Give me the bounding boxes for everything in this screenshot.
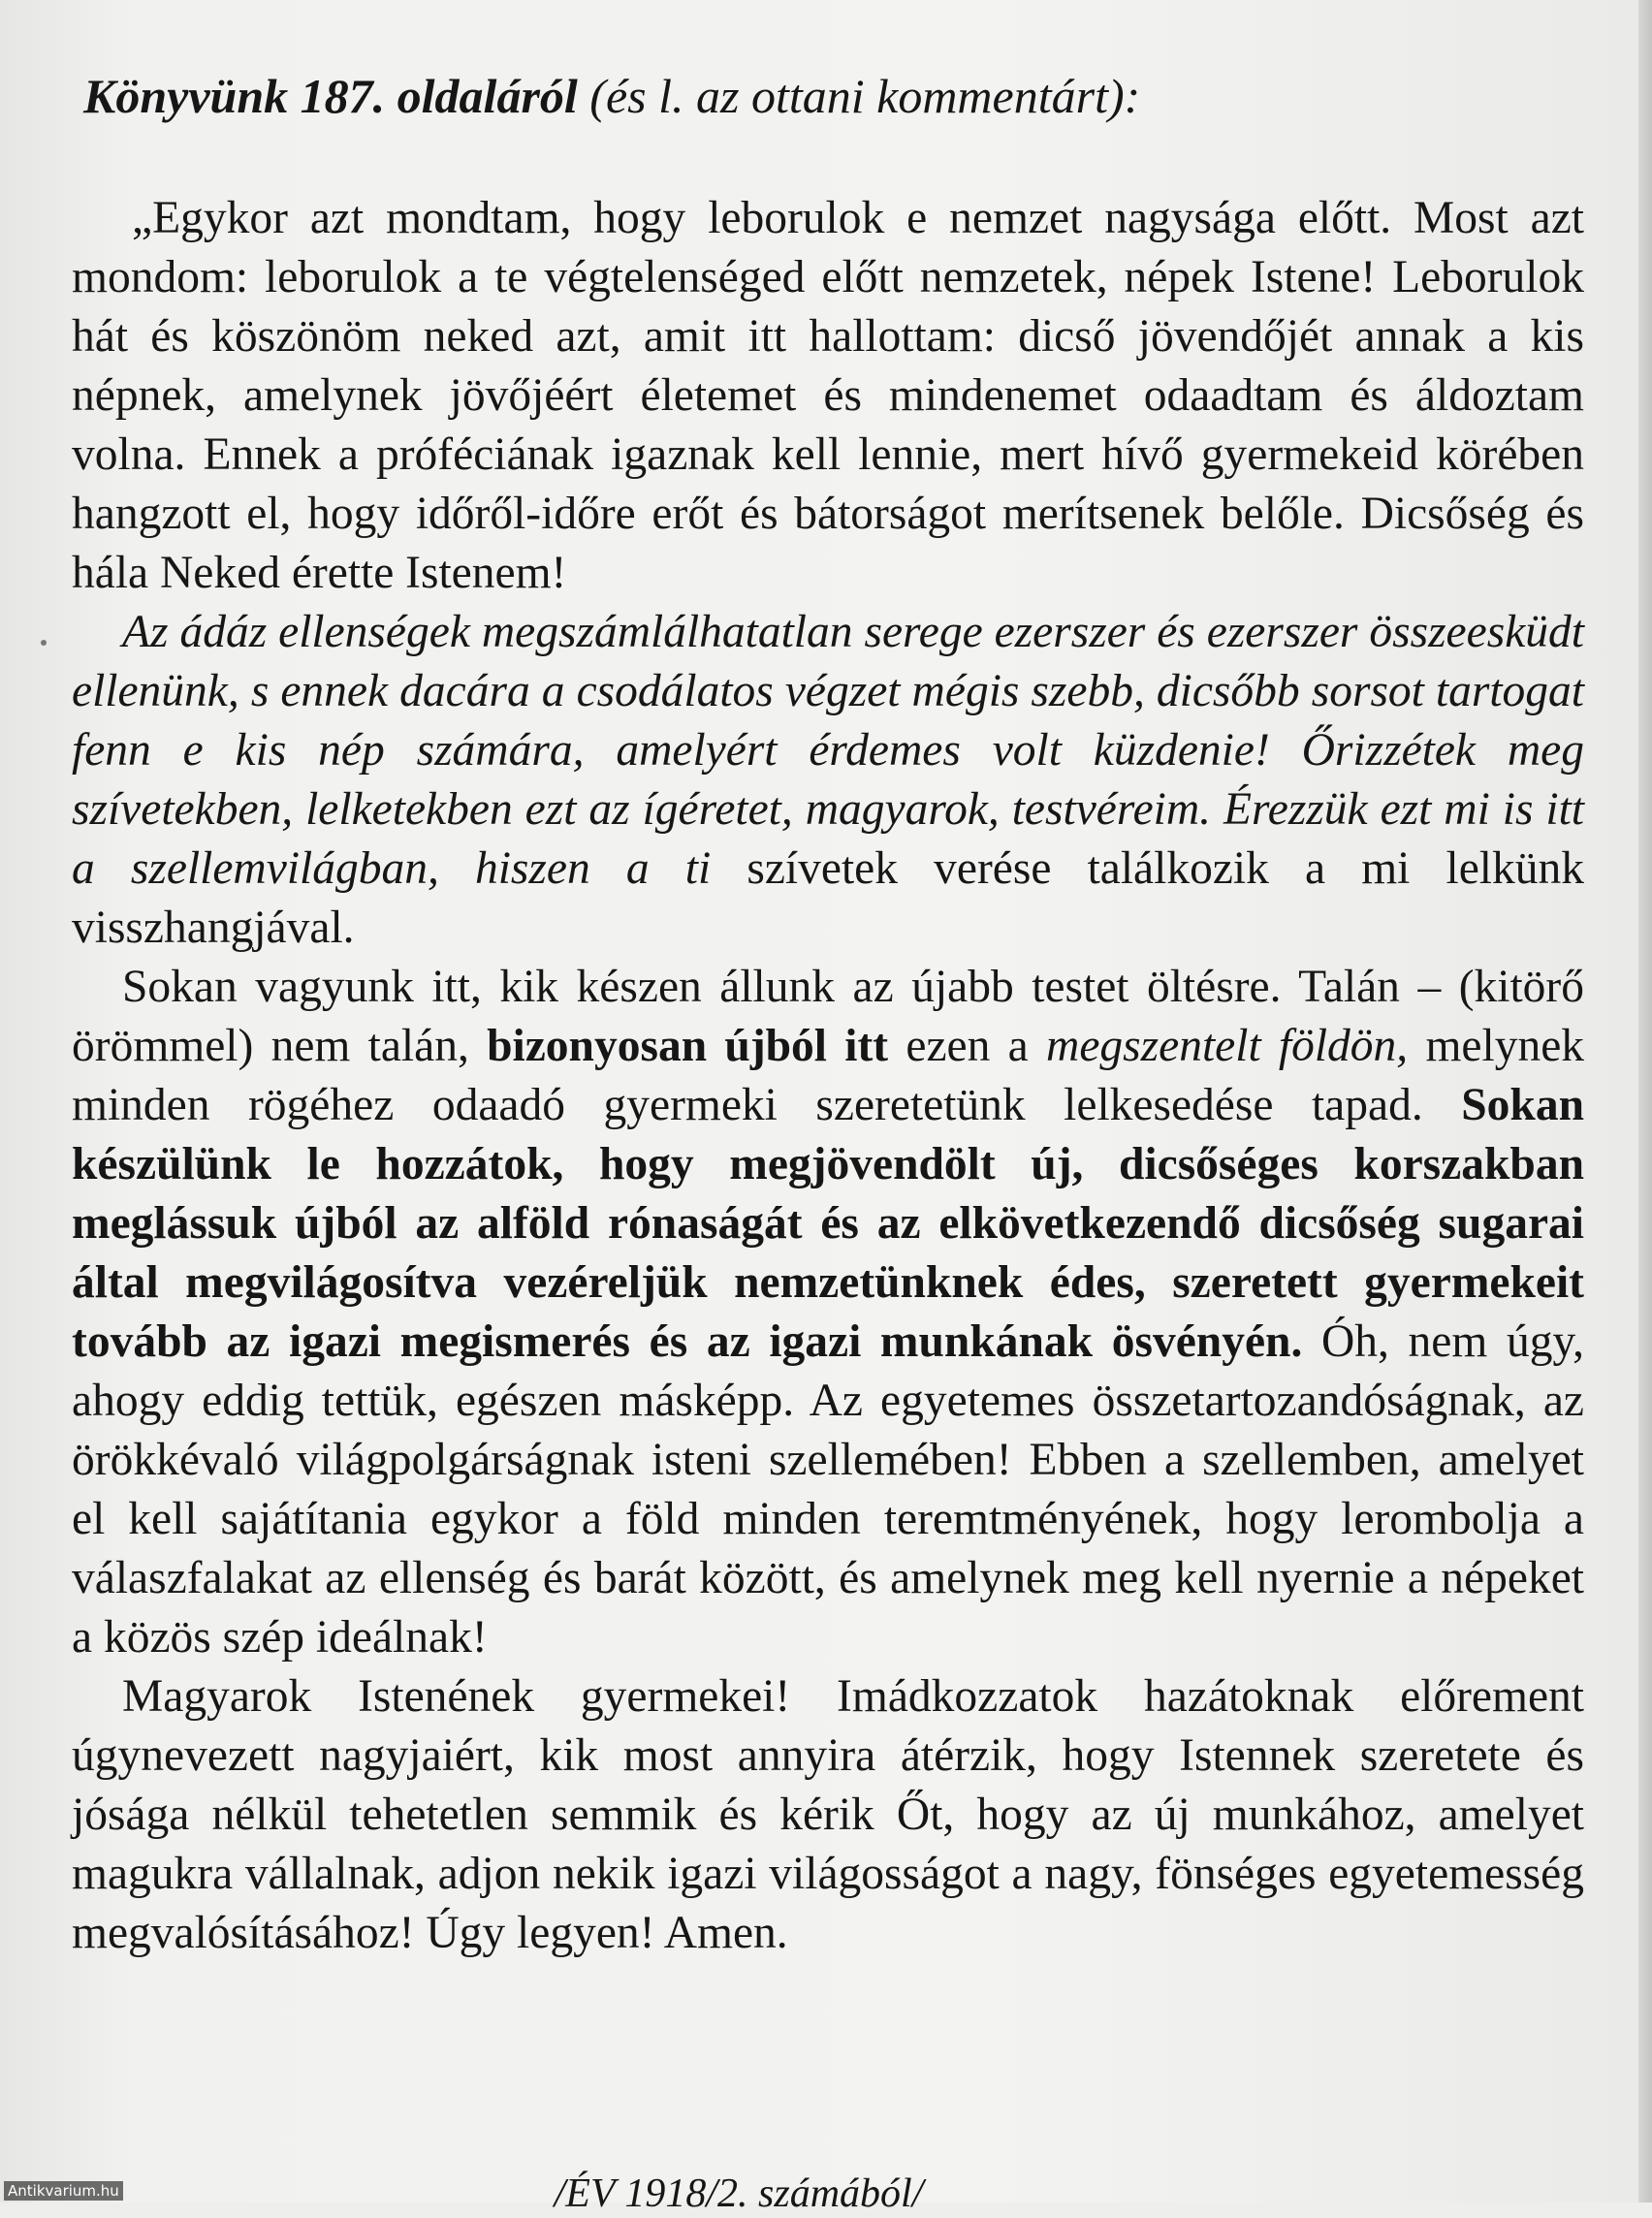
paragraph-2 [72, 603, 1584, 958]
page-heading [83, 66, 1596, 126]
paragraph-3-italic: megszentelt földön, [1046, 1021, 1409, 1071]
quotation-body [72, 189, 1584, 1963]
paragraph-3-part-d: Óh, nem úgy, ahogy eddig tettük, egészen másképp. Az egyetemes összetartozandóságnak, az örökkévaló világpolgárságnak isteni szellemében! Ebben a szellemben, amelyet el kell sajátítania egykor a föld minden teremtményének, hogy lerombolja a válaszfalakat az ellenség és barát között, és amelynek meg kell nyernie a népeket a közös szép ideálnak! [72, 1316, 1585, 1663]
paragraph-2-italic: Az ádáz ellenségek megszámlálhatatlan serege ezerszer és ezerszer összeesküdt ellenünk, s ennek dacára a csodálatos végzet mégis szebb, dicsőbb sorsot tartogat fenn e kis nép számára, amelyért érdemes volt küzdenie! Őrizzétek meg szívetekben, lelketekben ezt az ígéretet, magyarok, testvéreim. Érezzük ezt mi is itt a szellemvilágban, hiszen a ti [72, 607, 1584, 894]
paragraph-2-upright: szívetek verése találkozik a mi lelkünk visszhangjával. [72, 843, 1585, 953]
watermark: Antikvarium.hu [4, 2181, 123, 2201]
paragraph-4: Magyarok Istenének gyermekei! Imádkozzatok hazátoknak előrement úgynevezett nagyjaiért, kik most annyira átérzik, hogy Istennek szeretete és jósága nélkül tehetetlen semmik és kérik Őt, hogy az új munkához, amelyet magukra vállalnak, adjon nekik igazi világosságot a nagy, fönséges egyetemesség megvalósításához! Úgy legyen! Amen. [72, 1671, 1584, 1958]
heading-reference: Könyvünk 187. oldaláról [83, 69, 578, 123]
source-citation-text: /ÉV 1918/2. számából/ [554, 2171, 924, 2216]
paragraph-3-bold-2: Sokan készülünk le hozzátok, hogy megjövendölt új, dicsőséges korszakban meglássuk újból az alföld rónaságát és az elkövetkezendő dicsőség sugarai által megvilágosítva vezéreljük nemzetünknek édes, szeretett gyermekeit tovább az igazi megismerés és az igazi munkának ösvényén. [72, 1080, 1584, 1367]
paragraph-3-bold-1: bizonyosan újból itt [487, 1021, 889, 1071]
paragraph-3-part-a: Sokan vagyunk itt, kik készen állunk az újabb testet öltésre. Talán – (kitörő örömmel) nem talán, [72, 962, 1584, 1071]
margin-mark [41, 640, 47, 646]
paragraph-3-part-c: melynek minden rögéhez odaadó gyermeki szeretetünk lelkesedése tapad. [72, 1021, 1585, 1130]
source-citation [0, 2170, 1652, 2218]
paragraph-1: „Egykor azt mondtam, hogy leborulok e nemzet nagysága előtt. Most azt mondom: leborulok a te végtelenséged előtt nemzetek, népek Istene! Leborulok hát és köszönöm neked azt, amit itt hallottam: dicső jövendőjét annak a kis népnek, amelynek jövőjéért életemet és mindenemet odaadtam és áldoztam volna. Ennek a próféciának igaznak kell lennie, mert hívő gyermekeid körében hangzott el, hogy időről-időre erőt és bátorságot merítsenek belőle. Dicsőség és hála Neked érette Istenem! [72, 193, 1584, 598]
page-edge [1638, 0, 1652, 2202]
paragraph-3-part-b: ezen a [905, 1021, 1029, 1071]
paragraph-3 [72, 958, 1584, 1667]
heading-note: (és l. az ottani kommentárt): [589, 69, 1141, 123]
